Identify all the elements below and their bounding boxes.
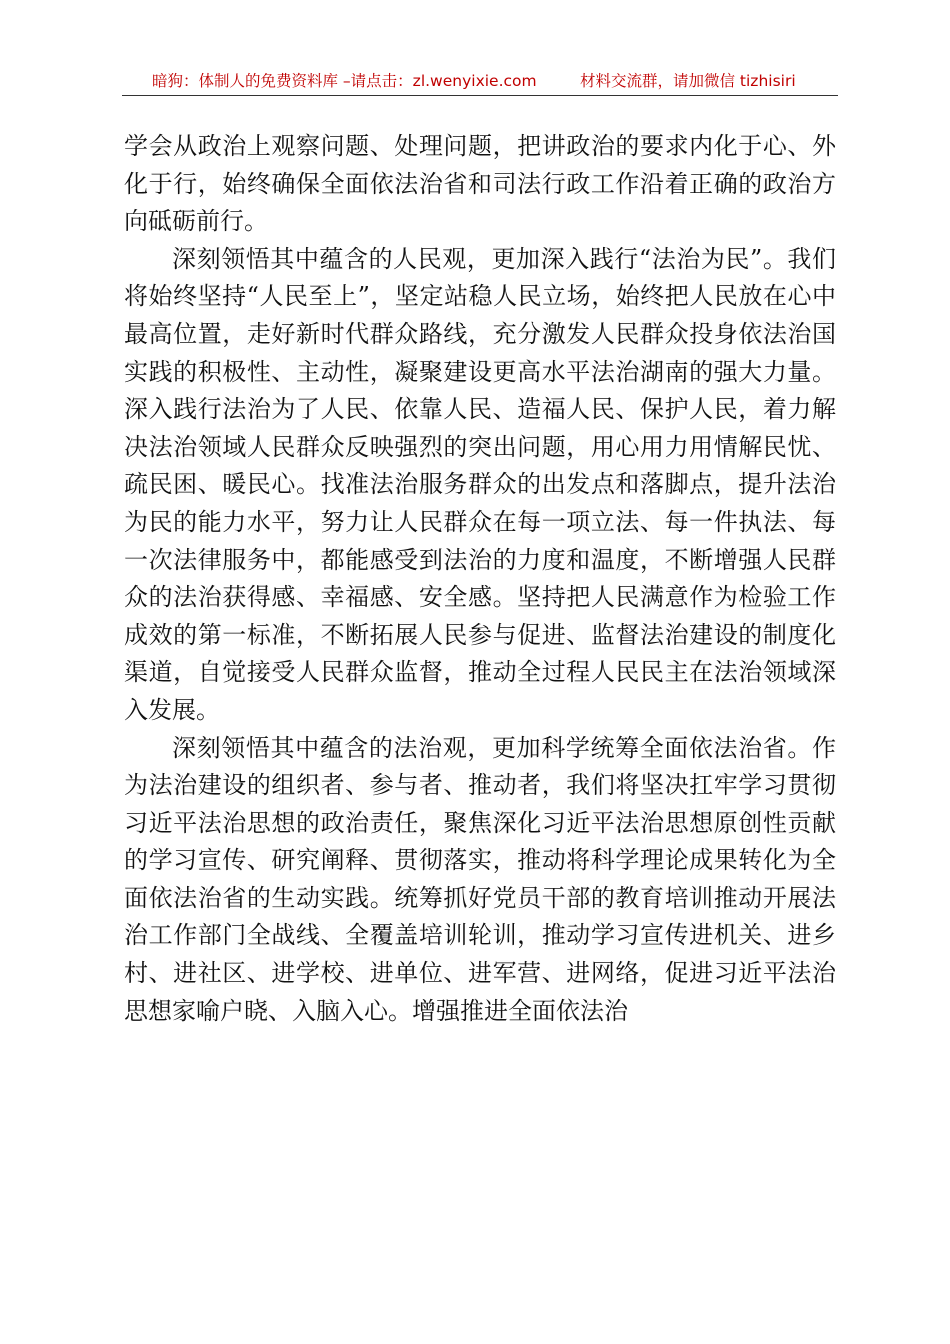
page-header (122, 62, 838, 94)
document-body (124, 128, 836, 1030)
paragraph-rule-of-law-view: 深刻领悟其中蕴含的法治观，更加科学统筹全面依法治省。作为法治建设的组织者、参与者、推动者，我们将坚决扛牢学习贯彻习近平法治思想的政治责任，聚焦深化习近平法治思想原创性贡献的学习宣传、研究阐释、贯彻落实，推动将科学理论成果转化为全面依法治省的生动实践。统筹抓好党员干部的教育培训推动开展法治工作部门全战线、全覆盖培训轮训，推动学习宣传进机关、进乡村、进社区、进学校、进单位、进军营、进网络，促进习近平法治思想家喻户晓、入脑入心。增强推进全面依法治 (124, 733, 836, 1025)
paragraph-continuation: 学会从政治上观察问题、处理问题，把讲政治的要求内化于心、外化于行，始终确保全面依法治省和司法行政工作沿着正确的政治方向砥砺前行。 (124, 132, 836, 236)
paragraph-people-view: 深刻领悟其中蕴含的人民观，更加深入践行“法治为民”。我们将始终坚持“人民至上”，坚定站稳人民立场，始终把人民放在心中最高位置，走好新时代群众路线，充分激发人民群众投身依法治国实践的积极性、主动性，凝聚建设更高水平法治湖南的强大力量。深入践行法治为了人民、依靠人民、造福人民、保护人民，着力解决法治领域人民群众反映强烈的突出问题，用心用力用情解民忧、疏民困、暖民心。找准法治服务群众的出发点和落脚点，提升法治为民的能力水平，努力让人民群众在每一项立法、每一件执法、每一次法律服务中，都能感受到法治的力度和温度，不断增强人民群众的法治获得感、幸福感、安全感。坚持把人民满意作为检验工作成效的第一标准，不断拓展人民参与促进、监督法治建设的制度化渠道，自觉接受人民群众监督，推动全过程人民民主在法治领域深入发展。 (124, 244, 836, 724)
header-source-link-text[interactable]: 暗狗：体制人的免费资料库 –请点击：zl.wenyixie.com (152, 72, 537, 90)
header-wechat-text: 材料交流群，请加微信 tizhisiri (580, 72, 796, 90)
header-divider (122, 95, 838, 96)
